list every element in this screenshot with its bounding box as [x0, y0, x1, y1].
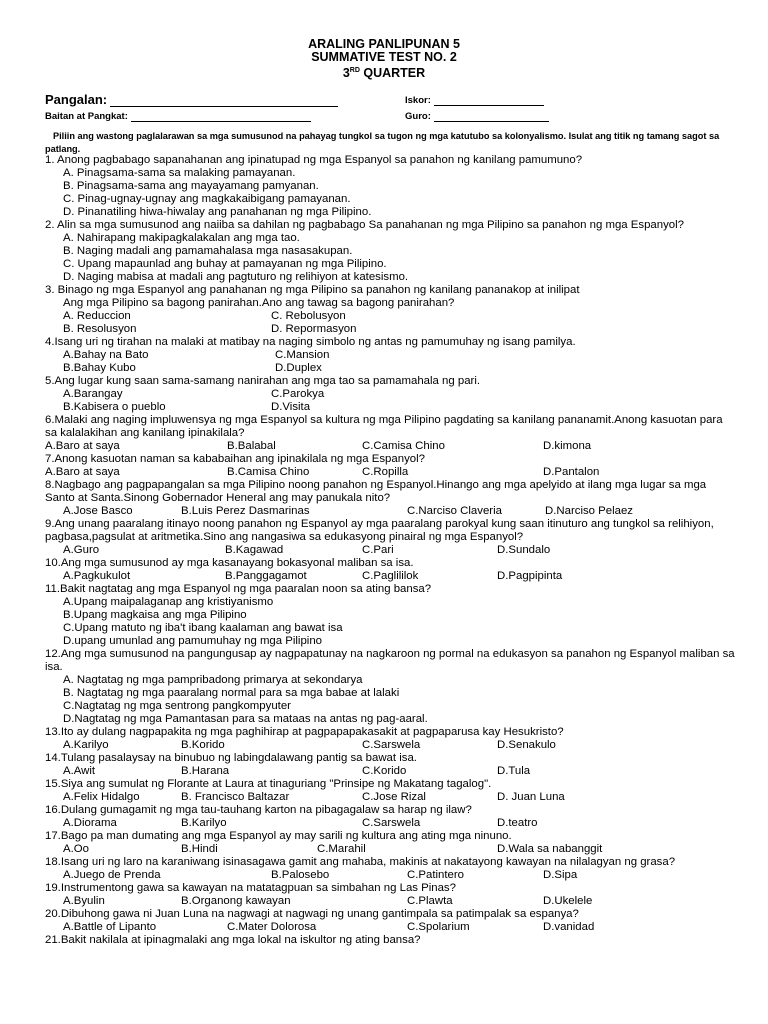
choice-19a: A.Byulin: [63, 895, 105, 907]
choice-14d: D.Tula: [497, 765, 531, 777]
name-label: Pangalan:: [45, 92, 108, 107]
choice-7a: A.Baro at saya: [45, 466, 120, 478]
choice-18d: D.Sipa: [543, 869, 578, 881]
choices-20: [45, 921, 735, 934]
choice-15d: D. Juan Luna: [497, 791, 565, 803]
choice-13b: B.Korido: [181, 739, 225, 751]
choice-18a: A.Juego de Prenda: [63, 869, 161, 881]
choice-17a: A.Oo: [63, 843, 89, 855]
test-title: SUMMATIVE TEST NO. 2: [311, 50, 457, 64]
choice-11a: A.Upang maipalaganap ang kristiyanismo: [63, 596, 274, 608]
choice-18c: C.Patintero: [407, 869, 464, 881]
choice-11b: B.Upang magkaisa ang mga Pilipino: [63, 609, 247, 621]
choices-9: [45, 544, 735, 557]
choice-15b: B. Francisco Baltazar: [181, 791, 290, 803]
choice-5b: B.Kabisera o pueblo: [63, 401, 166, 413]
choice-5c: C.Parokya: [271, 388, 325, 400]
question-3: 3. Binago ng mga Espanyol ang panahanan ng mga Pilipino sa panahon ng kanilang pananakop at inilipat: [45, 284, 580, 296]
question-21: 21.Bakit nakilala at ipinagmalaki ang mga lokal na iskultor ng ating bansa?: [45, 934, 421, 946]
choices-16: [45, 817, 735, 830]
choice-9a: A.Guro: [63, 544, 100, 556]
choice-3b: B. Resolusyon: [63, 323, 137, 335]
choice-13d: D.Senakulo: [497, 739, 556, 751]
choice-17b: B.Hindi: [181, 843, 218, 855]
choice-11d: D.upang umunlad ang pamumuhay ng mga Pilipino: [63, 635, 322, 647]
question-15: 15.Siya ang sumulat ng Florante at Laura at tinaguriang "Prinsipe ng Makatang tagalog".: [45, 778, 492, 790]
choices-15: [45, 791, 735, 804]
choice-3d: D. Repormasyon: [271, 323, 357, 335]
quarter-number: 3: [342, 66, 350, 80]
grade-section-label: Baitan at Pangkat:: [45, 111, 128, 122]
choice-12a: A. Nagtatag ng mga pampribadong primarya at sekondarya: [63, 674, 363, 686]
name-line[interactable]: [110, 95, 338, 107]
choices-14: [45, 765, 735, 778]
choice-8c: C.Narciso Claveria: [407, 505, 502, 517]
question-18: 18.Isang uri ng laro na karaniwang isinasagawa gamit ang mahaba, makinis at nakatayong kawayan na nilalagyan ng grasa?: [45, 856, 676, 868]
question-1: 1. Anong pagbabago sapanahanan ang ipinatupad ng mga Espanyol sa panahon ng kanilang pamumuno?: [45, 154, 583, 166]
question-8: 8.Nagbago ang pagpapangalan sa mga Pilipino noong panahon ng Espanyol.Hinango ang mga apelyido at ilang mga lugar sa mga Santo at Santa.Sinong Gobernador Heneral ang may panukala nito?: [45, 479, 707, 504]
question-6: 6.Malaki ang naging impluwensya ng mga Espanyol sa kultura ng mga Pilipino pagdating sa kanilang pananamit.Anong kasuotan para sa kalalakihan ang kanilang ipinakilala?: [45, 414, 723, 439]
choices-18: [45, 869, 735, 882]
choice-1d: D. Pinanatiling hiwa-hiwalay ang panahanan ng mga Pilipino.: [63, 206, 372, 218]
choice-6a: A.Baro at saya: [45, 440, 120, 452]
choice-10c: C.Paglililok: [362, 570, 419, 582]
grade-section-line[interactable]: [131, 110, 311, 122]
choices-17: [45, 843, 735, 856]
question-16: 16.Dulang gumagamit ng mga tau-tauhang karton na pibagagalaw sa harap ng ilaw?: [45, 804, 472, 816]
choice-4c: C.Mansion: [275, 349, 330, 361]
choice-13a: A.Karilyo: [63, 739, 109, 751]
choice-9d: D.Sundalo: [497, 544, 551, 556]
question-2: 2. Alin sa mga sumusunod ang naiiba sa dahilan ng pagbabago Sa panahanan ng mga Pilipino sa panahon ng mga Espanyol?: [45, 219, 684, 231]
choice-15a: A.Felix Hidalgo: [63, 791, 140, 803]
choice-13c: C.Sarswela: [362, 739, 421, 751]
choices-4-row1: [45, 349, 735, 362]
choice-2a: A. Nahirapang makipagkalakalan ang mga tao.: [63, 232, 300, 244]
choice-4b: B.Bahay Kubo: [63, 362, 136, 374]
question-20: 20.Dibuhong gawa ni Juan Luna na nagwagi at nagwagi ng unang gantimpala sa patimpalak sa espanya?: [45, 908, 579, 920]
choice-2c: C. Upang mapaunlad ang buhay at pamayanan ng mga Pilipino.: [63, 258, 387, 270]
choice-8b: B.Luis Perez Dasmarinas: [181, 505, 310, 517]
choice-3a: A. Reduccion: [63, 310, 131, 322]
choice-18b: B.Palosebo: [271, 869, 330, 881]
teacher-line[interactable]: [434, 110, 549, 122]
choice-9c: C.Pari: [362, 544, 394, 556]
choices-7: [45, 466, 735, 479]
choice-10b: B.Panggagamot: [225, 570, 307, 582]
choice-11c: C.Upang matuto ng iba't ibang kaalaman ang bawat isa: [63, 622, 343, 634]
choice-7d: D.Pantalon: [543, 466, 600, 478]
choice-19c: C.Plawta: [407, 895, 453, 907]
score-field[interactable]: [405, 94, 544, 106]
question-13: 13.Ito ay dulang nagpapakita ng mga paghihirap at pagpapapakasakit at pagpaparusa kay Hesukristo?: [45, 726, 564, 738]
question-5: 5.Ang lugar kung saan sama-samang nanirahan ang mga tao sa pamamahala ng pari.: [45, 375, 481, 387]
choice-8a: A.Jose Basco: [63, 505, 133, 517]
choice-2d: D. Naging mabisa at madali ang pagtuturo ng relihiyon at katesismo.: [63, 271, 409, 283]
question-4: 4.Isang uri ng tirahan na malaki at matibay na naging simbolo ng antas ng pamumuhay ng isang pamilya.: [45, 336, 576, 348]
teacher-label: Guro:: [405, 111, 431, 122]
choice-7b: B.Camisa Chino: [227, 466, 310, 478]
choice-16c: C.Sarswela: [362, 817, 421, 829]
choice-12b: B. Nagtatag ng mga paaralang normal para sa mga babae at lalaki: [63, 687, 400, 699]
choice-6c: C.Camisa Chino: [362, 440, 445, 452]
choice-8d: D.Narciso Pelaez: [545, 505, 633, 517]
choice-10a: A.Pagkukulot: [63, 570, 131, 582]
instructions: Piliin ang wastong paglalarawan sa mga sumusunod na pahayag tungkol sa tugon ng mga katutubo sa kolonyalismo. Isulat ang titik ng tamang sagot sa patlang.: [45, 131, 720, 154]
choice-2b: B. Naging madali ang pamamahalasa mga nasasakupan.: [63, 245, 353, 257]
question-11: 11.Bakit nagtatag ang mga Espanyol ng mga paaralan noon sa ating bansa?: [45, 583, 432, 595]
choice-5a: A.Barangay: [63, 388, 123, 400]
choice-6b: B.Balabal: [227, 440, 276, 452]
questions: [45, 154, 735, 947]
choices-19: [45, 895, 735, 908]
choice-16a: A.Diorama: [63, 817, 117, 829]
choice-20d: D.vanidad: [543, 921, 595, 933]
question-17: 17.Bago pa man dumating ang mga Espanyol ay may sarili ng kultura ang ating mga ninuno.: [45, 830, 512, 842]
question-7: 7.Anong kasuotan naman sa kababaihan ang ipinakilala ng mga Espanyol?: [45, 453, 425, 465]
quarter-word: QUARTER: [359, 66, 426, 80]
choice-15c: C.Jose Rizal: [362, 791, 426, 803]
choice-16d: D.teatro: [497, 817, 538, 829]
choices-13: [45, 739, 735, 752]
choice-19b: B.Organong kawayan: [181, 895, 291, 907]
choice-19d: D.Ukelele: [543, 895, 593, 907]
choice-4d: D.Duplex: [275, 362, 322, 374]
name-field[interactable]: [45, 92, 338, 107]
choice-12c: C.Nagtatag ng mga sentrong pangkompyuter: [63, 700, 291, 712]
question-12: 12.Ang mga sumusunod na pangungusap ay nagpapatunay na nagkaroon ng pormal na edukasyon sa panahon ng Espanyol maliban sa isa.: [45, 648, 735, 673]
choices-3-row1: [45, 310, 735, 323]
choices-6: [45, 440, 735, 453]
choices-4-row2: [45, 362, 735, 375]
choice-12d: D.Nagtatag ng mga Pamantasan para sa mataas na antas ng pag-aaral.: [63, 713, 428, 725]
choice-5d: D.Visita: [271, 401, 311, 413]
choice-20c: C.Spolarium: [407, 921, 470, 933]
score-line[interactable]: [434, 94, 544, 106]
choice-1b: B. Pinagsama-sama ang mayayamang pamyanan.: [63, 180, 319, 192]
quarter-title: [0, 64, 768, 80]
question-19: 19.Instrumentong gawa sa kawayan na matatagpuan sa simbahan ng Las Pinas?: [45, 882, 456, 894]
choices-5-row2: [45, 401, 735, 414]
choice-17c: C.Marahil: [317, 843, 366, 855]
choice-1a: A. Pinagsama-sama sa malaking pamayanan.: [63, 167, 296, 179]
choice-4a: A.Bahay na Bato: [63, 349, 149, 361]
teacher-field[interactable]: [405, 110, 549, 122]
question-10: 10.Ang mga sumusunod ay mga kasanayang bokasyonal maliban sa isa.: [45, 557, 414, 569]
grade-section-field[interactable]: [45, 110, 311, 122]
choices-3-row2: [45, 323, 735, 336]
choice-20a: A.Battle of Lipanto: [63, 921, 157, 933]
choice-10d: D.Pagpipinta: [497, 570, 563, 582]
choice-6d: D.kimona: [543, 440, 592, 452]
choice-14a: A.Awit: [63, 765, 96, 777]
question-3-cont: Ang mga Pilipino sa bagong panirahan.Ano ang tawag sa bagong panirahan?: [63, 297, 455, 309]
subject-title: ARALING PANLIPUNAN 5: [308, 37, 460, 51]
score-label: Iskor:: [405, 95, 431, 106]
choice-20b: C.Mater Dolorosa: [227, 921, 317, 933]
choices-5-row1: [45, 388, 735, 401]
choice-7c: C.Ropilla: [362, 466, 409, 478]
choice-9b: B.Kagawad: [225, 544, 284, 556]
question-9: 9.Ang unang paaralang itinayo noong panahon ng Espanyol ay mga paaralang parokyal kung saan itinuturo ang tungkol sa relihiyon, pagbasa,pagsulat at aritmetika.Sino ang nangasiwa sa edukasyong pinairal ng mga Espanyol?: [45, 518, 714, 543]
choice-17d: D.Wala sa nabanggit: [497, 843, 603, 855]
choices-10: [45, 570, 735, 583]
quarter-ordinal: RD: [349, 67, 360, 74]
choice-14c: C.Korido: [362, 765, 407, 777]
choice-16b: B.Karilyo: [181, 817, 227, 829]
question-14: 14.Tulang pasalaysay na binubuo ng labingdalawang pantig sa bawat isa.: [45, 752, 417, 764]
choice-14b: B.Harana: [181, 765, 230, 777]
choice-1c: C. Pinag-ugnay-ugnay ang magkakaibigang pamayanan.: [63, 193, 351, 205]
choices-8: [45, 505, 735, 518]
choice-3c: C. Rebolusyon: [271, 310, 346, 322]
